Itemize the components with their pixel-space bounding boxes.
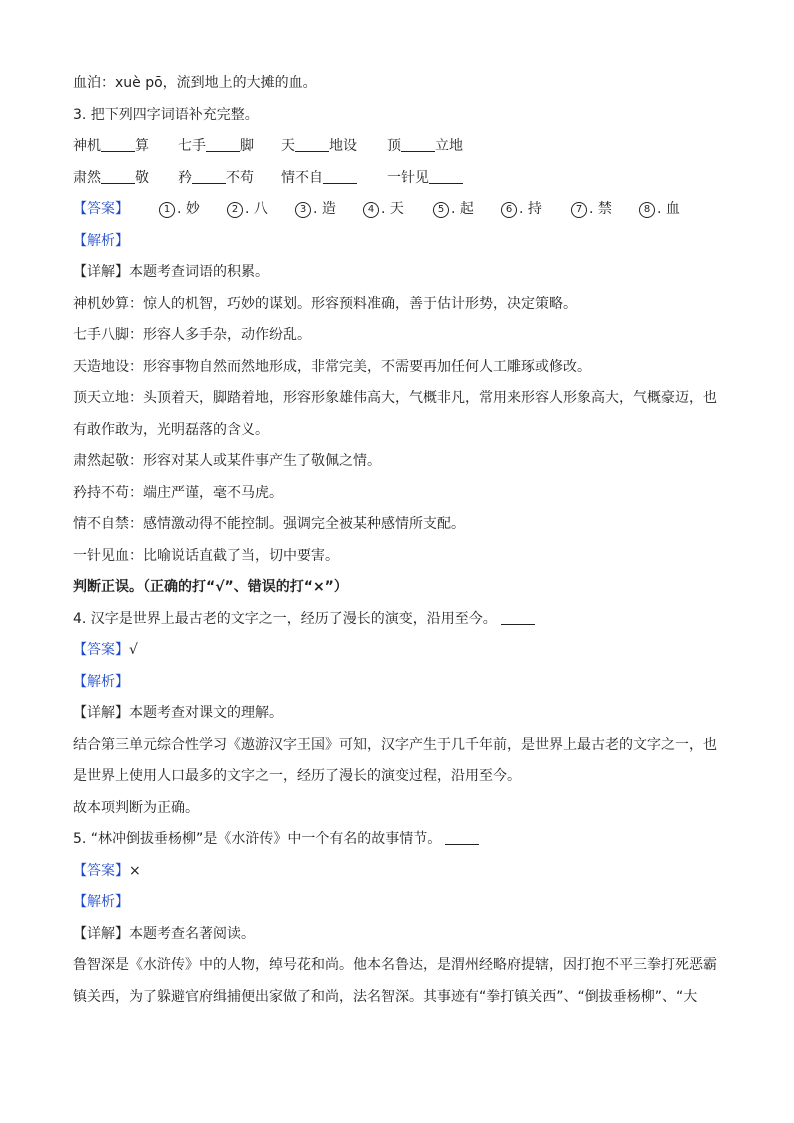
explanation-line (73, 793, 723, 825)
answer-line (73, 856, 723, 888)
explanation-text: 有敢作敢为，光明磊落的含义。 (73, 421, 269, 438)
detail-tag: 【详解】 (73, 705, 129, 721)
explanation-line (73, 509, 723, 541)
idiom-post: 算 (135, 138, 149, 154)
answer-number: 3 (295, 202, 311, 218)
document-content (73, 68, 723, 1013)
answer-text: 起 (459, 201, 474, 217)
explanation-line (73, 982, 723, 1014)
question-text: 4. 汉字是世界上最古老的文字之一，经历了漫长的演变，沿用至今。 (73, 610, 497, 627)
answer-text: × (129, 862, 141, 879)
idiom-post: 脚 (240, 138, 254, 154)
explanation-line (73, 730, 723, 762)
explanation-line (73, 761, 723, 793)
answer-text: √ (129, 642, 138, 658)
explanation-text: 矜持不苟：端庄严谨，毫不马虎。 (73, 484, 283, 501)
explanation-text: 鲁智深是《水浒传》中的人物，绰号花和尚。他本名鲁达，是渭州经略府提辖，因打抱不平三拳打死恶霸 (73, 957, 717, 973)
answer-item: 6 . 持 (501, 194, 542, 226)
question-3 (73, 100, 723, 132)
idiom-item (73, 131, 149, 163)
explanation-line (73, 383, 723, 415)
explanation-text: 情不自禁：感情激动得不能控制。强调完全被某种感情所支配。 (73, 516, 465, 532)
section-title-text: 判断正误。（正确的打“√”、错误的打“×”） (73, 579, 348, 595)
answer-item: 1 . 妙 (159, 194, 200, 226)
explanation-text: 天造地设：形容事物自然而然地形成，非常完美，不需要再加任何人工雕琢或修改。 (73, 358, 591, 375)
explanation-text: 故本项判断为正确。 (73, 799, 199, 816)
explanation-line (73, 950, 723, 982)
idiom-pre: 顶 (387, 138, 401, 154)
answer-text: 持 (527, 201, 542, 217)
answer-number: 7 (571, 202, 587, 218)
idiom-pre: 七手 (178, 138, 206, 154)
answer-number: 2 (227, 202, 243, 218)
explanation-line (73, 289, 723, 321)
answer-number: 4 (363, 202, 379, 218)
explanation-text: 结合第三单元综合性学习《遨游汉字王国》可知，汉字产生于几千年前，是世界上最古老的文字之一，也 (73, 736, 717, 753)
answer-tag: 【答案】 (73, 642, 129, 658)
explanation-line (73, 478, 723, 510)
fill-blank (429, 165, 463, 184)
idiom-row-2 (73, 163, 723, 195)
answer-tag: 【答案】 (73, 862, 129, 879)
explanation-text: 镇关西，为了躲避官府缉捕便出家做了和尚，法名智深。其事迹有“拳打镇关西”、“倒拔垂杨柳”、“大 (73, 988, 698, 1005)
explanation-text: 七手八脚：形容人多手杂，动作纷乱。 (73, 327, 311, 343)
fill-blank (401, 133, 435, 152)
idiom-item (73, 163, 149, 195)
idiom-pre: 一针见 (387, 169, 429, 186)
fill-blank (206, 133, 240, 152)
answer-text: 八 (253, 201, 268, 217)
idiom-pre: 矜 (178, 169, 192, 186)
idiom-post: 敬 (135, 169, 149, 186)
answer-tag: 【答案】 (73, 201, 129, 217)
explanation-text: 顶天立地：头顶着天，脚踏着地，形容形象雄伟高大，气概非凡，常用来形容人形象高大，气概豪迈，也 (73, 390, 717, 406)
answer-text: 妙 (185, 201, 200, 217)
analysis-tag: 【解析】 (73, 232, 129, 249)
explanation-text: 神机妙算：惊人的机智，巧妙的谋划。形容预料准确，善于估计形势，决定策略。 (73, 295, 577, 312)
idiom-row-1 (73, 131, 723, 163)
analysis-tag: 【解析】 (73, 894, 129, 910)
explanation-line (73, 320, 723, 352)
idiom-item (178, 131, 254, 163)
idiom-pre: 神机 (73, 138, 101, 154)
analysis-line (73, 667, 723, 699)
idiom-post: 地设 (329, 138, 357, 154)
detail-text: 本题考查对课文的理解。 (129, 705, 283, 721)
detail-line (73, 257, 723, 289)
fill-blank (501, 606, 535, 625)
text: 血泊：xuè pō，流到地上的大摊的血。 (73, 75, 317, 91)
question-5 (73, 824, 723, 856)
answer-text: 天 (389, 201, 404, 217)
idiom-item (281, 131, 357, 163)
explanation-line (73, 446, 723, 478)
fill-blank (445, 826, 479, 845)
idiom-item (387, 163, 463, 195)
answer-line (73, 635, 723, 667)
answer-text: 禁 (597, 201, 612, 217)
analysis-tag: 【解析】 (73, 673, 129, 690)
detail-tag: 【详解】 (73, 925, 129, 942)
question-text: 3. 把下列四字词语补充完整。 (73, 106, 259, 123)
idiom-post: 立地 (435, 138, 463, 154)
answer-item: 7 . 禁 (571, 194, 612, 226)
answer-item: 2 . 八 (227, 194, 268, 226)
explanation-line (73, 352, 723, 384)
analysis-line (73, 887, 723, 919)
answer-text: 血 (665, 201, 680, 217)
idiom-pre: 肃然 (73, 169, 101, 186)
answer-number: 8 (639, 202, 655, 218)
idiom-pre: 天 (281, 138, 295, 154)
fill-blank (101, 133, 135, 152)
answer-item: 4 . 天 (363, 194, 404, 226)
detail-text: 本题考查词语的积累。 (129, 264, 269, 280)
question-4 (73, 604, 723, 636)
section-title (73, 572, 723, 604)
detail-text: 本题考查名著阅读。 (129, 925, 255, 942)
explanation-line (73, 415, 723, 447)
answer-number: 6 (501, 202, 517, 218)
answer-number: 5 (433, 202, 449, 218)
answer-item: 8 . 血 (639, 194, 680, 226)
idiom-pre: 情不自 (281, 169, 323, 186)
idiom-post: 不苟 (226, 169, 254, 186)
answer-item: 5 . 起 (433, 194, 474, 226)
text-line (73, 68, 723, 100)
explanation-text: 肃然起敬：形容对某人或某件事产生了敬佩之情。 (73, 453, 381, 469)
detail-line (73, 919, 723, 951)
explanation-line (73, 541, 723, 573)
detail-tag: 【详解】 (73, 264, 129, 280)
explanation-text: 是世界上使用人口最多的文字之一，经历了漫长的演变过程，沿用至今。 (73, 768, 521, 784)
idiom-item (281, 163, 357, 195)
question-text: 5. “林冲倒拔垂杨柳”是《水浒传》中一个有名的故事情节。 (73, 831, 442, 847)
answer-text: 造 (321, 201, 336, 217)
fill-blank (295, 133, 329, 152)
answer-item: 3 . 造 (295, 194, 336, 226)
answer-number: 1 (159, 202, 175, 218)
idiom-item (178, 163, 254, 195)
explanation-text: 一针见血：比喻说话直截了当，切中要害。 (73, 547, 339, 564)
fill-blank (192, 165, 226, 184)
detail-line (73, 698, 723, 730)
fill-blank (101, 165, 135, 184)
fill-blank (323, 165, 357, 184)
idiom-item (387, 131, 463, 163)
answer-line (73, 194, 723, 226)
analysis-line (73, 226, 723, 258)
